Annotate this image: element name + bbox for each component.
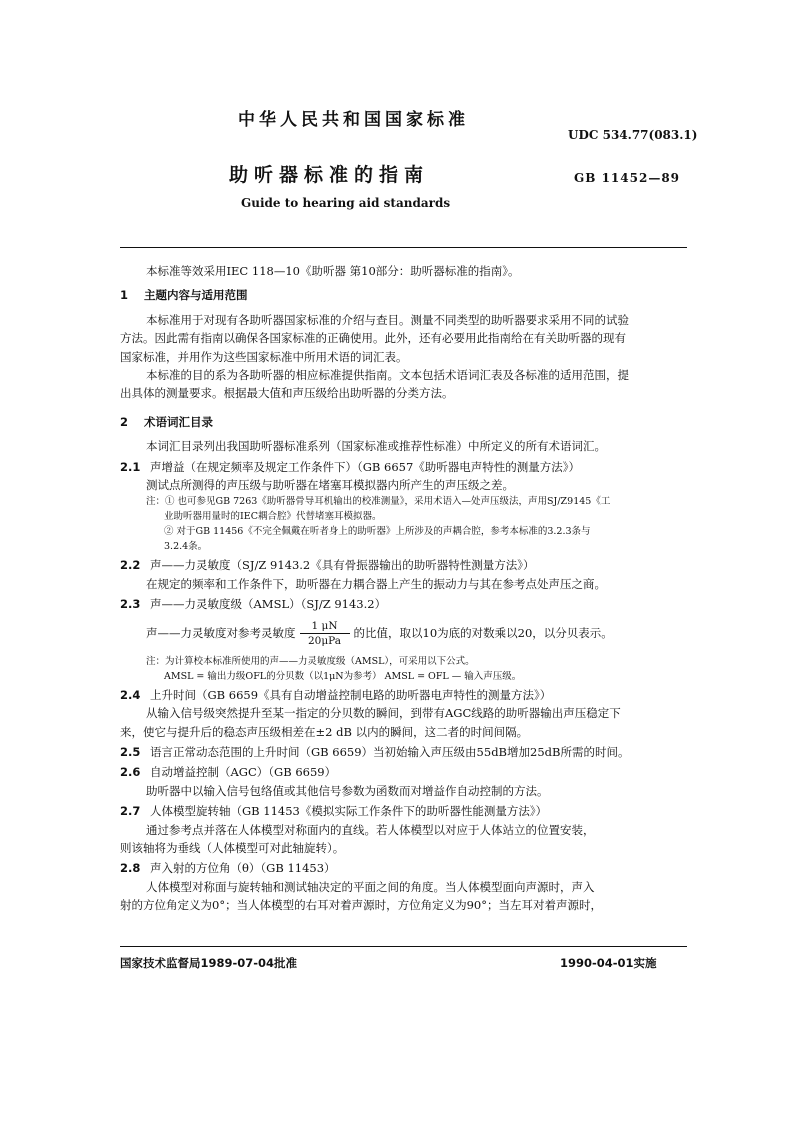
clause-title: 声增益（在规定频率及规定工作条件下）（GB 6657《助听器电声特性的测量方法》） bbox=[150, 459, 581, 474]
document-title-cn: 助听器标准的指南 bbox=[229, 164, 430, 186]
clause-definition: 则该轴将为垂线（人体模型可对此轴旋转）。 bbox=[120, 840, 345, 855]
section-2-intro: 本词汇目录列出我国助听器标准系列（国家标准或推荐性标准）中所定义的所有术语词汇。 bbox=[146, 439, 606, 454]
fraction-numerator: 1 μN bbox=[300, 619, 350, 634]
formula-suffix: 的比值，取以10为底的对数乘以20，以分贝表示。 bbox=[353, 626, 613, 641]
clause-note-line: 注：为计算校本标准所使用的声——力灵敏度级（AMSL），可采用以下公式。 bbox=[146, 655, 475, 667]
clause-definition: 通过参考点并落在人体模型对称面内的直线。若人体模型以对应于人体站立的位置安装， bbox=[146, 822, 595, 837]
clause-definition: 来，使它与提升后的稳态声压级相差在±2 dB 以内的瞬间，这二者的时间间隔。 bbox=[120, 724, 529, 739]
section-title: 术语词汇目录 bbox=[144, 414, 213, 429]
clause-title: 声入射的方位角（θ）（GB 11453） bbox=[150, 861, 336, 876]
intro-paragraph: 本标准等效采用IEC 118—10《助听器 第10部分：助听器标准的指南》。 bbox=[146, 264, 520, 278]
clause-number: 2.4 bbox=[120, 687, 141, 702]
clause-definition: 人体模型对称面与旋转轴和测试轴决定的平面之间的角度。当人体模型面向声源时，声入 bbox=[146, 879, 595, 894]
document-title-en: Guide to hearing aid standards bbox=[241, 196, 451, 210]
clause-title: 上升时间（GB 6659《具有自动增益控制电路的助听器电声特性的测量方法》） bbox=[150, 687, 552, 702]
clause-title: 人体模型旋转轴（GB 11453《模拟实际工作条件下的助听器性能测量方法》） bbox=[150, 804, 548, 819]
effective-date: 1990-04-01实施 bbox=[560, 956, 657, 970]
section-number: 2 bbox=[120, 414, 129, 429]
clause-2-7 bbox=[120, 802, 687, 820]
standard-number: GB 11452—89 bbox=[574, 171, 681, 185]
clause-number: 2.3 bbox=[120, 597, 141, 612]
footer-divider bbox=[120, 946, 687, 947]
section-2-heading bbox=[120, 413, 687, 431]
document-body bbox=[120, 262, 687, 915]
clause-title: 语言正常动态范围的上升时间（GB 6659）当初始输入声压级由55dB增加25dB所需的时间。 bbox=[150, 744, 630, 759]
clause-definition: 测试点所测得的声压级与助听器在堵塞耳模拟器内所产生的声压级之差。 bbox=[146, 478, 514, 493]
clause-note-line: ② 对于GB 11456《不完全佩戴在听者身上的助听器》上所涉及的声耦合腔，参考本标准的3.2.3条与 bbox=[164, 526, 591, 538]
clause-2-2 bbox=[120, 556, 687, 574]
clause-title: 声——力灵敏度（SJ/Z 9143.2《具有骨振器输出的助听器特性测量方法》） bbox=[150, 558, 535, 573]
clause-note-line: 注：① 也可参见GB 7263《助听器骨导耳机输出的校准测量》，采用术语入—处声压级法，声用SJ/Z9145《工 bbox=[146, 496, 611, 508]
clause-2-3 bbox=[120, 595, 687, 613]
section-1-para-1-line: 国家标准，并用作为这些国家标准中所用术语的词汇表。 bbox=[120, 349, 408, 364]
clause-2-4 bbox=[120, 686, 687, 704]
issuing-country-heading: 中华人民共和国国家标准 bbox=[238, 110, 469, 130]
section-1-para-1-line: 本标准用于对现有各助听器国家标准的介绍与查目。测量不同类型的助听器要求采用不同的试验 bbox=[146, 312, 629, 327]
section-number: 1 bbox=[120, 288, 129, 303]
clause-2-5 bbox=[120, 743, 687, 761]
clause-definition: 助听器中以输入信号包络值或其他信号参数为函数而对增益作自动控制的方法。 bbox=[146, 783, 549, 798]
sensitivity-formula bbox=[120, 614, 687, 654]
clause-definition: 射的方位角定义为0°；当人体模型的右耳对着声源时，方位角定义为90°；当左耳对着声源时， bbox=[120, 898, 602, 913]
clause-number: 2.6 bbox=[120, 765, 141, 780]
approval-date: 国家技术监督局1989-07-04批准 bbox=[120, 956, 298, 970]
clause-note-line: AMSL = 输出力级OFL的分贝数（以1μN为参考） AMSL = OFL — 输入声压级。 bbox=[164, 670, 522, 682]
clause-title: 声——力灵敏度级（AMSL）（SJ/Z 9143.2） bbox=[150, 597, 387, 612]
section-1-para-2-line: 出具体的测量要求。根据最大值和声压级给出助听器的分类方法。 bbox=[120, 386, 454, 401]
clause-number: 2.2 bbox=[120, 558, 141, 573]
clause-number: 2.7 bbox=[120, 804, 141, 819]
udc-code: UDC 534.77(083.1) bbox=[568, 128, 698, 142]
clause-number: 2.1 bbox=[120, 459, 141, 474]
clause-definition: 从输入信号级突然提升至某一指定的分贝数的瞬间，到带有AGC线路的助听器输出声压稳定下 bbox=[146, 706, 621, 721]
clause-2-8 bbox=[120, 859, 687, 877]
formula-prefix: 声——力灵敏度对参考灵敏度 bbox=[146, 626, 296, 641]
clause-2-6 bbox=[120, 763, 687, 781]
section-1-para-1-line: 方法。因此需有指南以确保各国家标准的正确使用。此外，还有必要用此指南给在有关助听器的现有 bbox=[120, 331, 626, 346]
section-1-heading bbox=[120, 286, 687, 304]
clause-title: 自动增益控制（AGC）（GB 6659） bbox=[150, 765, 337, 780]
clause-number: 2.5 bbox=[120, 744, 141, 759]
clause-2-1 bbox=[120, 458, 687, 476]
clause-note-line: 业助听器用量时的IEC耦合腔》代替堵塞耳模拟器。 bbox=[164, 511, 382, 523]
fraction-denominator: 20μPa bbox=[307, 635, 342, 648]
clause-note-line: 3.2.4条。 bbox=[164, 541, 208, 553]
section-1-para-2-line: 本标准的目的系为各助听器的相应标准提供指南。文本包括术语词汇表及各标准的适用范围，提 bbox=[146, 368, 629, 383]
clause-number: 2.8 bbox=[120, 861, 141, 876]
clause-definition: 在规定的频率和工作条件下，助听器在力耦合器上产生的振动力与其在参考点处声压之商。 bbox=[146, 576, 606, 591]
section-title: 主题内容与适用范围 bbox=[144, 288, 248, 303]
formula-fraction bbox=[300, 619, 350, 648]
header-divider bbox=[120, 247, 687, 248]
